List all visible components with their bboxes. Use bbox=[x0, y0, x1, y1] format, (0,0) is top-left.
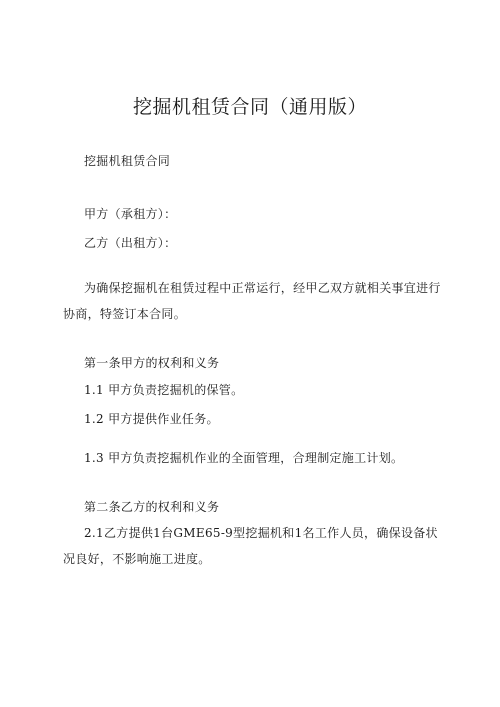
party-b-line: 乙方（出租方）： bbox=[84, 236, 177, 250]
document-title: 挖掘机租赁合同（通用版） bbox=[132, 96, 367, 118]
article-1-heading: 第一条甲方的权利和义务 bbox=[84, 356, 220, 370]
contract-subtitle: 挖掘机租赁合同 bbox=[84, 154, 171, 168]
article-1-item: 1.3 甲方负责挖掘机作业的全面管理，合理制定施工计划。 bbox=[84, 451, 404, 465]
article-2-item: 2.1乙方提供1台GME65-9型挖掘机和1名工作人员，确保设备状况良好，不影响施工进度。 bbox=[63, 526, 438, 566]
article-1-item: 1.1 甲方负责挖掘机的保管。 bbox=[84, 383, 244, 397]
article-1-item: 1.2 甲方提供作业任务。 bbox=[84, 412, 219, 426]
party-a-line: 甲方（承租方）： bbox=[84, 207, 177, 221]
intro-paragraph: 为确保挖掘机在租赁过程中正常运行，经甲乙双方就相关事宜进行协商，特签订本合同。 bbox=[63, 281, 441, 321]
article-2-heading: 第二条乙方的权利和义务 bbox=[84, 500, 220, 514]
